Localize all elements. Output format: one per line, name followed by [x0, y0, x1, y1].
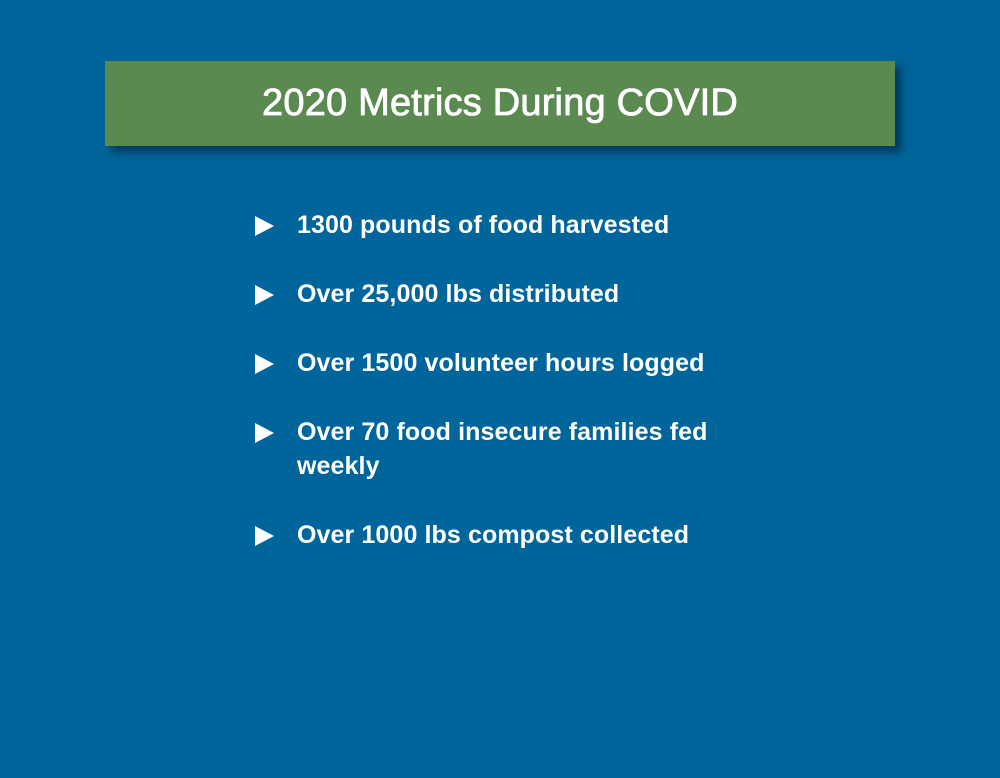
triangle-bullet-icon [255, 354, 274, 374]
bullet-item-volunteer-hours [253, 346, 773, 380]
triangle-bullet-icon [255, 423, 274, 443]
metrics-bullet-list [253, 208, 773, 552]
bullet-item-families-fed [253, 415, 773, 483]
triangle-bullet-icon [255, 216, 274, 236]
bullet-text: Over 25,000 lbs distributed [297, 280, 620, 308]
triangle-bullet-icon [255, 285, 274, 305]
title-banner [105, 61, 895, 146]
bullet-item-food-harvested [253, 208, 773, 242]
bullet-text: 1300 pounds of food harvested [297, 211, 670, 239]
bullet-item-compost-collected [253, 518, 773, 552]
bullet-text: Over 70 food insecure families fed weekly [297, 418, 708, 480]
bullet-text: Over 1000 lbs compost collected [297, 521, 690, 549]
slide-title: 2020 Metrics During COVID [262, 82, 738, 124]
bullet-item-lbs-distributed [253, 277, 773, 311]
bullet-text: Over 1500 volunteer hours logged [297, 349, 705, 377]
triangle-bullet-icon [255, 526, 274, 546]
